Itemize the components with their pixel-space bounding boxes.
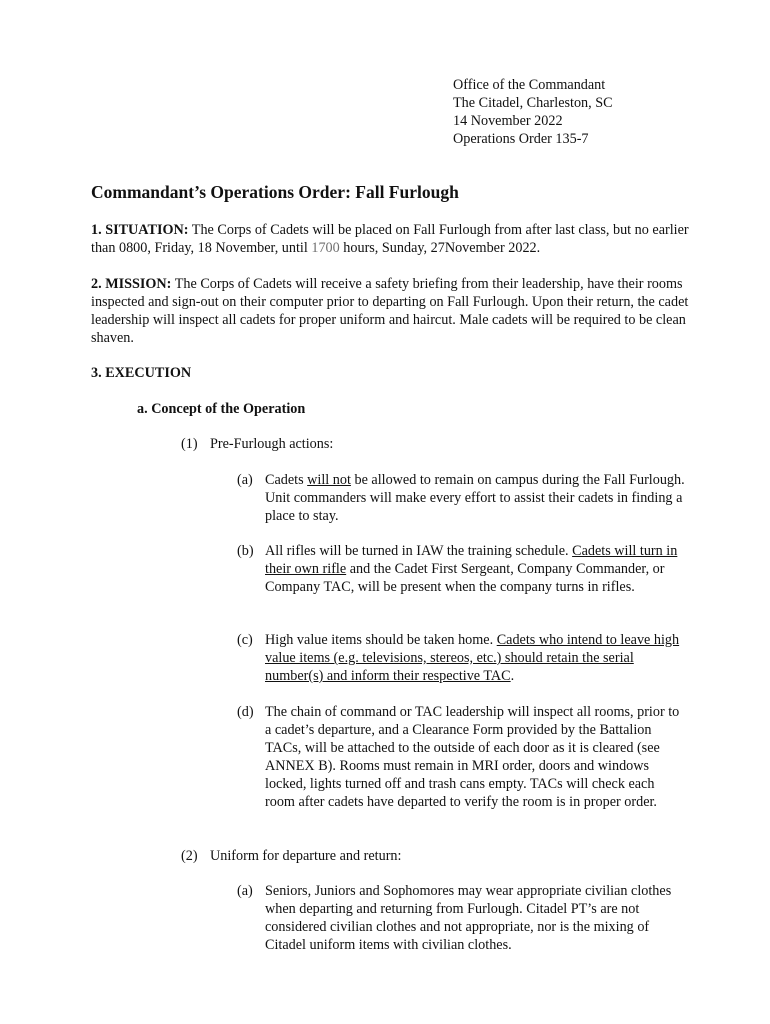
item-text xyxy=(265,882,687,954)
list-item xyxy=(237,471,687,525)
letterhead-block xyxy=(453,76,753,148)
list-item xyxy=(237,703,687,811)
document-title: Commandant’s Operations Order: Fall Furlough xyxy=(91,182,459,202)
item-text-underlined: will not xyxy=(307,472,351,488)
item-text-underlined: Cadets will turn in their own rifle xyxy=(265,543,678,577)
item-text-post: and the Cadet First Sergeant, Company Commander, or Company TAC, will be present when the company turns in rifles. xyxy=(265,561,665,595)
item-text-pre: The chain of command or TAC leadership will inspect all rooms, prior to a cadet’s departure, and a Clearance Form provided by the Battalion TACs, will be attached to the outside of each door as it is cleared (see ANNEX B). Rooms must remain in MRI order, doors and windows locked, lights turned off and trash cans empty. TACs will check each room after cadets have departed to verify the room is in proper order. xyxy=(265,704,680,810)
situation-time: 1700 xyxy=(311,240,340,256)
mission-paragraph xyxy=(91,275,691,347)
execution-heading: 3. EXECUTION xyxy=(91,365,192,381)
office-line: Office of the Commandant xyxy=(453,77,606,93)
item-label: (c) xyxy=(237,632,253,648)
order-number-line: Operations Order 135-7 xyxy=(453,131,589,147)
list-item xyxy=(237,542,687,596)
uniform-heading xyxy=(181,847,401,865)
item-text-pre: Cadets xyxy=(265,472,308,488)
mission-label: 2. MISSION: xyxy=(91,276,172,292)
item-text-post: . xyxy=(510,668,515,684)
mission-text: The Corps of Cadets will receive a safety briefing from their leadership, have their rooms inspected and sign-out on their computer prior to departing on Fall Furlough. Upon their return, the cadet leadership will inspect all cadets for proper uniform and haircut. Male cadets will be required to be clean shaven. xyxy=(91,276,689,346)
item-text xyxy=(265,471,687,525)
pre-furlough-label: (1) xyxy=(181,436,198,452)
situation-text-after: hours, Sunday, 27November 2022. xyxy=(339,240,541,256)
situation-paragraph xyxy=(91,221,691,257)
item-label: (b) xyxy=(237,543,254,559)
item-text-pre: Seniors, Juniors and Sophomores may wear appropriate civilian clothes when departing and returning from Furlough. Citadel PT’s are not considered civilian clothes and not appropriate, nor is the mixing of Citadel uniform items with civilian clothes. xyxy=(265,883,672,953)
item-text-post: be allowed to remain on campus during the Fall Furlough. Unit commanders will make every effort to assist their cadets in finding a place to stay. xyxy=(265,472,685,524)
concept-heading: a. Concept of the Operation xyxy=(137,401,306,417)
location-line: The Citadel, Charleston, SC xyxy=(453,95,613,111)
item-label: (d) xyxy=(237,704,254,720)
item-label: (a) xyxy=(237,883,253,899)
item-text xyxy=(265,542,687,596)
uniform-label: (2) xyxy=(181,848,198,864)
list-item xyxy=(237,882,687,954)
item-text xyxy=(265,631,687,685)
list-item xyxy=(237,631,687,685)
pre-furlough-title: Pre-Furlough actions: xyxy=(210,436,334,452)
item-text-pre: High value items should be taken home. xyxy=(265,632,497,648)
item-text xyxy=(265,703,687,811)
date-line: 14 November 2022 xyxy=(453,113,563,129)
pre-furlough-heading xyxy=(181,435,333,453)
situation-text-before: The Corps of Cadets will be placed on Fall Furlough from after last class, but no earlier than 0800, Friday, 18 November, until xyxy=(91,222,689,256)
uniform-title: Uniform for departure and return: xyxy=(210,848,402,864)
item-text-pre: All rifles will be turned in IAW the training schedule. xyxy=(265,543,573,559)
item-text-underlined: Cadets who intend to leave high value items (e.g. televisions, stereos, etc.) should retain the serial number(s) and inform their respective TAC xyxy=(265,632,680,684)
situation-label: 1. SITUATION: xyxy=(91,222,189,238)
item-label: (a) xyxy=(237,472,253,488)
